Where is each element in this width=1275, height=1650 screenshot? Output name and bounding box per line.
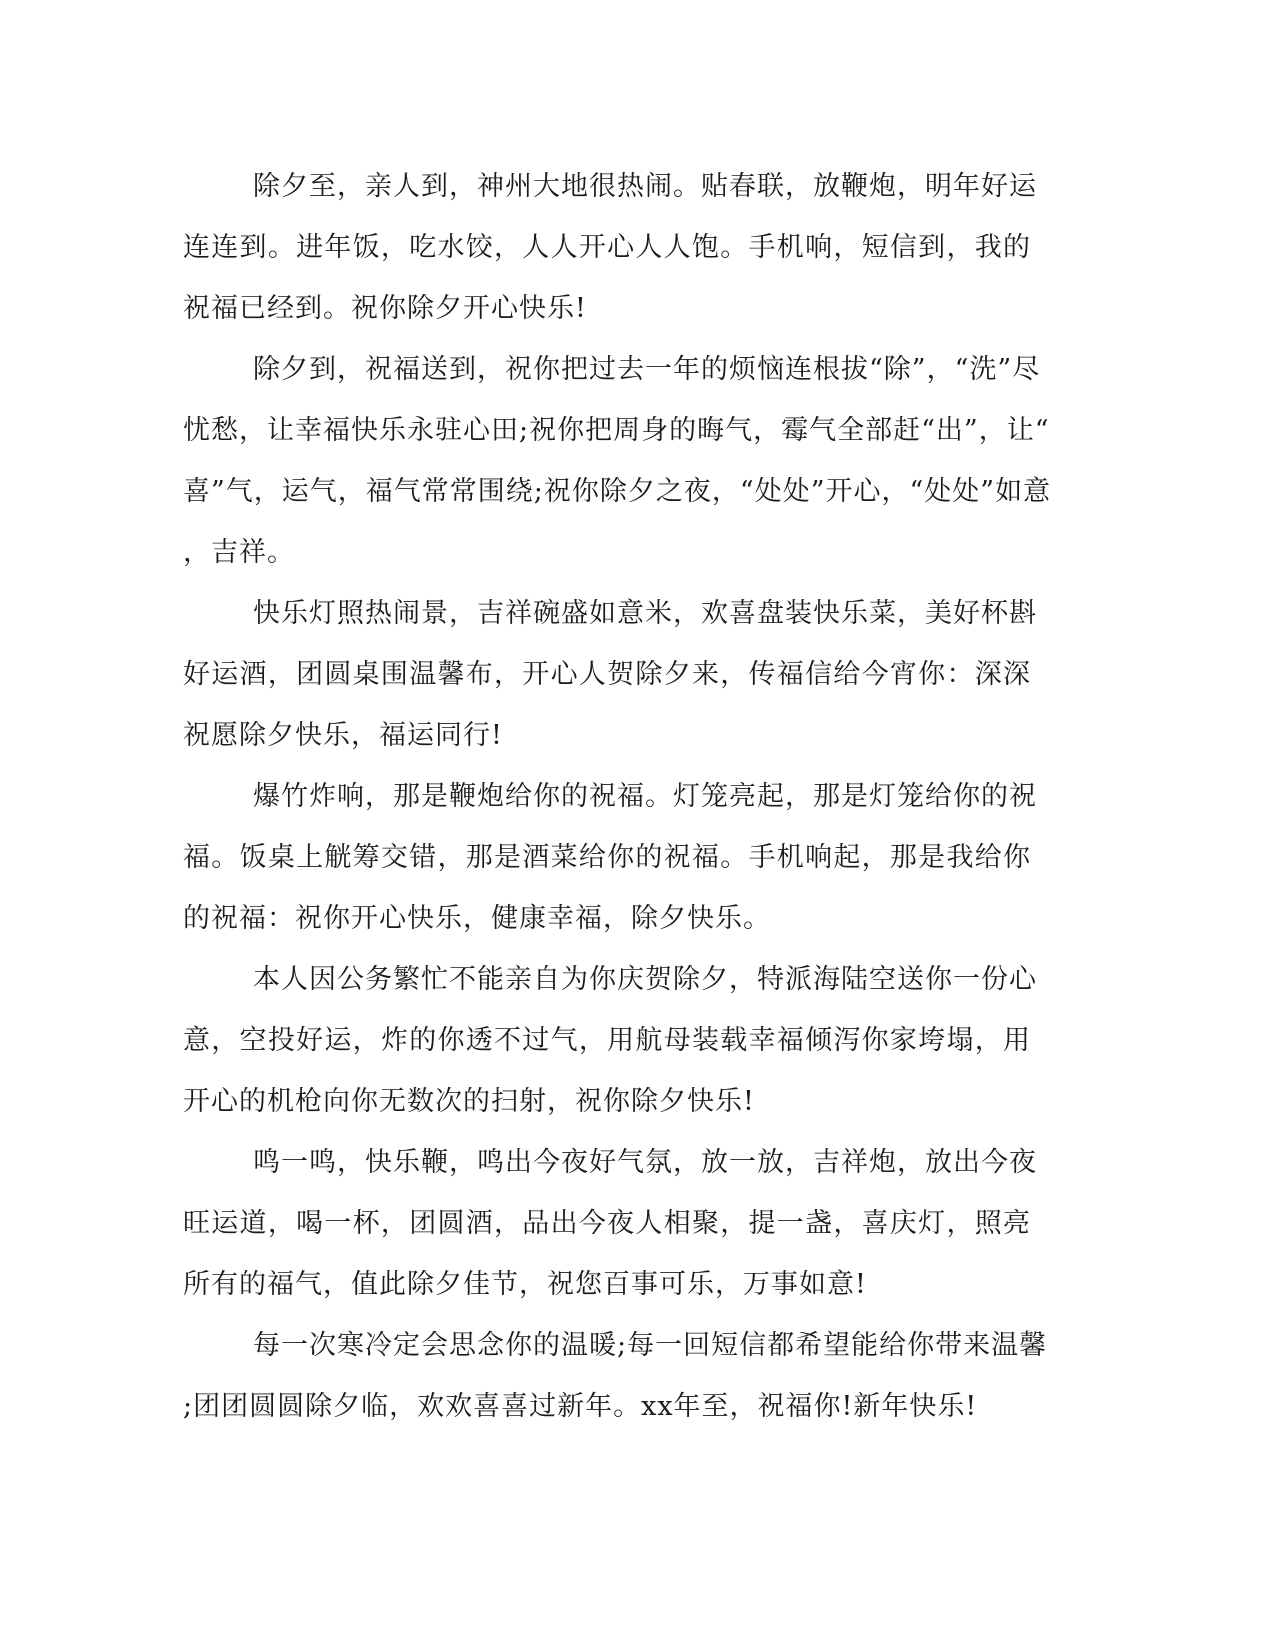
paragraph-1 [183,156,1037,339]
paragraph-line: 除夕到，祝福送到，祝你把过去一年的烦恼连根拔“除”，“洗”尽 [253,354,1041,385]
paragraph-line: 好运酒，团圆桌围温馨布，开心人贺除夕来，传福信给今宵你：深深 [183,659,1031,690]
paragraph-line: 除夕至，亲人到，神州大地很热闹。贴春联，放鞭炮，明年好运 [253,171,1037,202]
document-body [183,156,1052,1437]
paragraph-5 [183,949,1037,1132]
paragraph-line: 快乐灯照热闹景，吉祥碗盛如意米，欢喜盘装快乐菜，美好杯斟 [253,598,1037,629]
paragraph-3 [183,583,1037,766]
paragraph-line: 喜”气，运气，福气常常围绕;祝你除夕之夜，“处处”开心，“处处”如意 [183,476,1052,507]
paragraph-line: ，吉祥。 [183,537,295,568]
paragraph-6 [183,1132,1037,1315]
paragraph-line: 每一次寒冷定会思念你的温暖;每一回短信都希望能给你带来温馨 [253,1330,1048,1361]
paragraph-line: 连连到。进年饭，吃水饺，人人开心人人饱。手机响，短信到，我的 [183,232,1031,263]
paragraph-line: 开心的机枪向你无数次的扫射，祝你除夕快乐! [183,1086,755,1117]
paragraph-line: 忧愁，让幸福快乐永驻心田;祝你把周身的晦气，霉气全部赶“出”，让“ [183,415,1050,446]
paragraph-line: 鸣一鸣，快乐鞭，鸣出今夜好气氛，放一放，吉祥炮，放出今夜 [253,1147,1037,1178]
paragraph-line: 祝福已经到。祝你除夕开心快乐! [183,293,587,324]
paragraph-line: 意，空投好运，炸的你透不过气，用航母装载幸福倾泻你家垮塌，用 [183,1025,1031,1056]
paragraph-line: 本人因公务繁忙不能亲自为你庆贺除夕，特派海陆空送你一份心 [253,964,1037,995]
paragraph-2 [183,339,1052,583]
paragraph-7 [183,1315,1048,1437]
paragraph-line: 所有的福气，值此除夕佳节，祝您百事可乐，万事如意! [183,1269,867,1300]
paragraph-line: 爆竹炸响，那是鞭炮给你的祝福。灯笼亮起，那是灯笼给你的祝 [253,781,1037,812]
paragraph-line: 祝愿除夕快乐，福运同行! [183,720,503,751]
paragraph-4 [183,766,1037,949]
paragraph-line: 福。饭桌上觥筹交错，那是酒菜给你的祝福。手机响起，那是我给你 [183,842,1031,873]
paragraph-line: 的祝福：祝你开心快乐，健康幸福，除夕快乐。 [183,903,771,934]
paragraph-line: 旺运道，喝一杯，团圆酒，品出今夜人相聚，提一盏，喜庆灯，照亮 [183,1208,1031,1239]
paragraph-line: ;团团圆圆除夕临，欢欢喜喜过新年。xx年至，祝福你!新年快乐! [183,1391,978,1422]
